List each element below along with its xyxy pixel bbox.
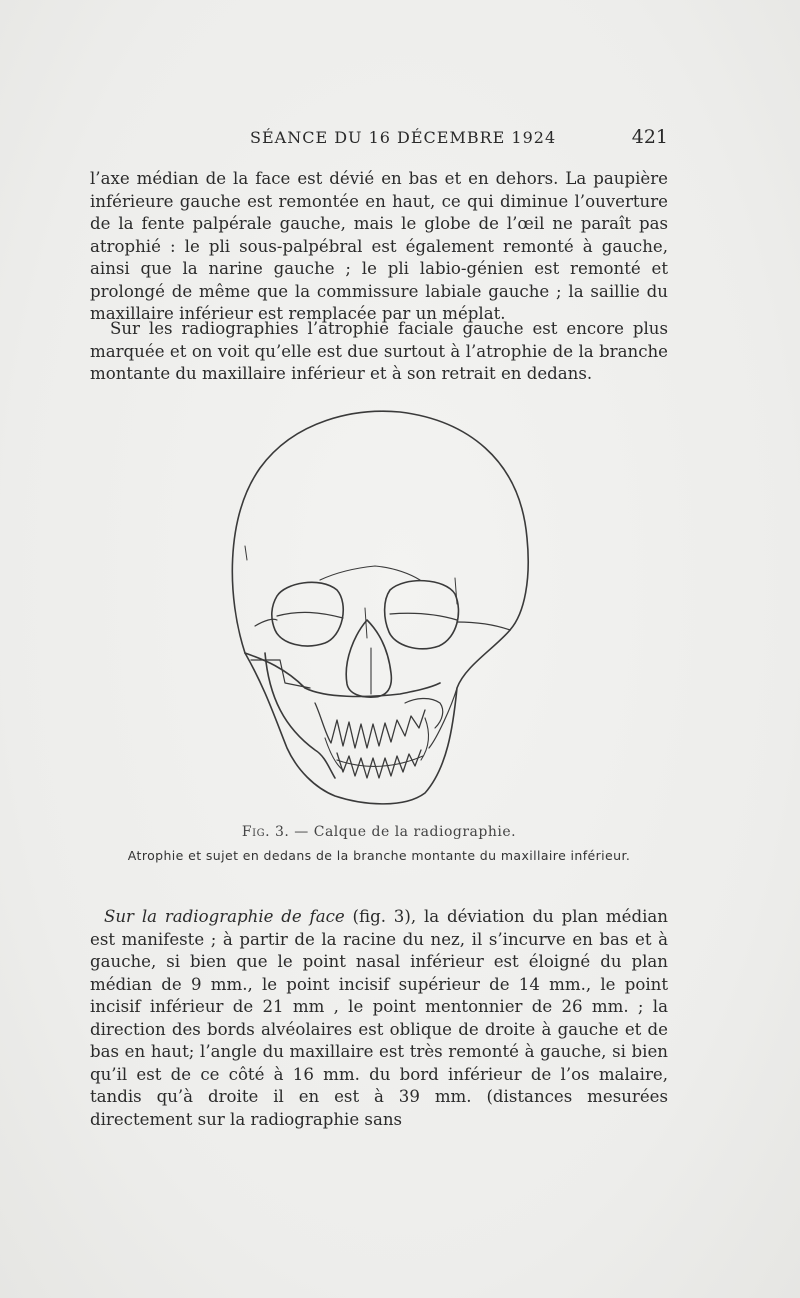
paragraph-3-italic: Sur la radiographie de face bbox=[104, 907, 345, 926]
paragraph-1: l’axe médian de la face est dévié en bas et en dehors. La paupière inférieure gauche est remontée en haut, ce qui diminue l’ouverture de la fente palpérale gauche, mais le globe de l’œil ne paraît pas atrophié : le pli sous-palpébral est également remonté à gauche, ainsi que la narine gauche ; le pli labio-génien est remonté et prolongé de même que la commissure labiale gauche ; la saillie du maxillaire inférieur est remplacée par un méplat. bbox=[90, 169, 668, 323]
paragraph-3 bbox=[90, 906, 668, 1131]
upper-teeth bbox=[315, 703, 425, 748]
page-header bbox=[90, 128, 668, 154]
page-number: 421 bbox=[631, 126, 668, 148]
left-orbit bbox=[385, 581, 459, 649]
skull-radiograph-tracing bbox=[225, 398, 550, 828]
paragraph-2: Sur les radiographies l’atrophie faciale gauche est encore plus marquée et on voit qu’elle est due surtout à l’atrophie de la branche montante du maxillaire inférieur et à son retrait en dedans. bbox=[90, 319, 668, 383]
cranium-outline bbox=[232, 411, 528, 653]
nasal-aperture bbox=[346, 620, 391, 697]
running-head: SÉANCE DU 16 DÉCEMBRE 1924 bbox=[250, 128, 557, 147]
figure-caption bbox=[90, 824, 668, 840]
left-mandible-contour bbox=[265, 653, 335, 778]
figure-subcaption: Atrophie et sujet en dedans de la branche montante du maxillaire inférieur. bbox=[127, 848, 631, 863]
figure-label: Fig. 3. bbox=[241, 824, 290, 840]
paragraph-3-text: (fig. 3), la déviation du plan médian est manifeste ; à partir de la racine du nez, il s’incurve en bas et à gauche, si bien que le point nasal inférieur est éloigné du plan médian de 9 mm., le point incisif supérieur de 14 mm., le point incisif inférieur de 21 mm , le point mentonnier de 26 mm. ; la direction des bords alvéolaires est oblique de droite à gauche et de bas en haut; l’angle du maxillaire est très remonté à gauche, si bien qu’il est de ce côté à 16 mm. du bord inférieur de l’os malaire, tandis qu’à droite il en est à 39 mm. (distances mesurées directement sur la radiographie sans bbox=[90, 907, 668, 1129]
figure-title: — Calque de la radiographie. bbox=[289, 824, 517, 840]
